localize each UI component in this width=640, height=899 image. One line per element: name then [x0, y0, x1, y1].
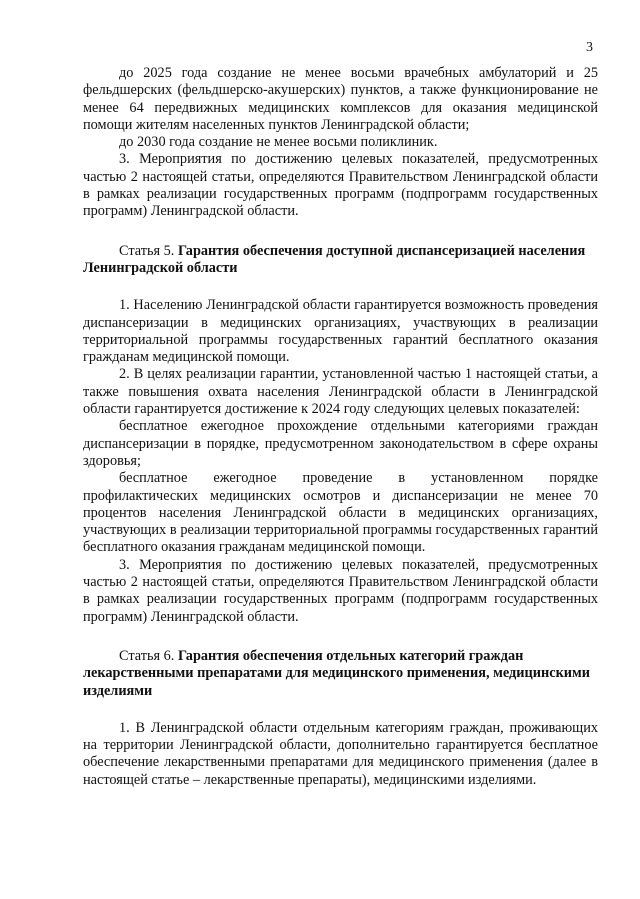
- paragraph: 3. Мероприятия по достижению целевых показателей, предусмотренных частью 2 настоящей статьи, определяются Правительством Ленинградской области в рамках реализации государственных программ (подпрограмм государственных программ) Ленинградской области.: [83, 556, 598, 625]
- article-6-title: Гарантия обеспечения отдельных категорий граждан лекарственными препаратами для медицинского применения, медицинскими изделиями: [83, 647, 591, 699]
- paragraph: 1. В Ленинградской области отдельным категориям граждан, проживающих на территории Ленинградской области, дополнительно гарантируется бесплатное обеспечение лекарственными препаратами для медицинского применения (далее в настоящей статье – лекарственные препараты), медицинскими изделиями.: [83, 719, 598, 788]
- paragraph: бесплатное ежегодное прохождение отдельными категориями граждан диспансеризации в порядке, предусмотренном законодательством в сфере охраны здоровья;: [83, 418, 598, 469]
- paragraph: 1. Населению Ленинградской области гарантируется возможность проведения диспансеризации в медицинских организациях, участвующих в реализации территориальной программы государственных гарантий бесплатного оказания гражданам медицинской помощи.: [83, 297, 598, 366]
- paragraph: 3. Мероприятия по достижению целевых показателей, предусмотренных частью 2 настоящей статьи, определяются Правительством Ленинградской области в рамках реализации государственных программ (подпрограмм государственных программ) Ленинградской области.: [83, 151, 598, 220]
- page-number: 3: [586, 40, 593, 55]
- article-5-heading: [83, 243, 598, 278]
- paragraph: до 2030 года создание не менее восьми поликлиник.: [119, 134, 438, 151]
- article-5-title: Гарантия обеспечения доступной диспансеризацией населения Ленинградской области: [83, 242, 586, 276]
- document-body: [83, 65, 598, 789]
- paragraph: 2. В целях реализации гарантии, установленной частью 1 настоящей статьи, а также повышения охвата населения Ленинградской области в Ленинградской области гарантируется достижение к 2024 году следующих целевых показателей:: [83, 366, 598, 418]
- paragraph: до 2025 года создание не менее восьми врачебных амбулаторий и 25 фельдшерских (фельдшерско-акушерских) пунктов, а также функционирование не менее 64 передвижных медицинских комплексов для оказания медицинской помощи жителям населенных пунктов Ленинградской области;: [83, 65, 598, 133]
- article-6-prefix: Статья 6.: [119, 647, 178, 664]
- paragraph: бесплатное ежегодное проведение в установленном порядке профилактических медицинских осмотров и диспансеризации не менее 70 процентов населения Ленинградской области в медицинских организациях, участвующих в реализации территориальной программы государственных гарантий бесплатного оказания гражданам медицинской помощи.: [83, 470, 598, 556]
- article-6-heading: [83, 648, 598, 700]
- article-5-prefix: Статья 5.: [119, 242, 178, 259]
